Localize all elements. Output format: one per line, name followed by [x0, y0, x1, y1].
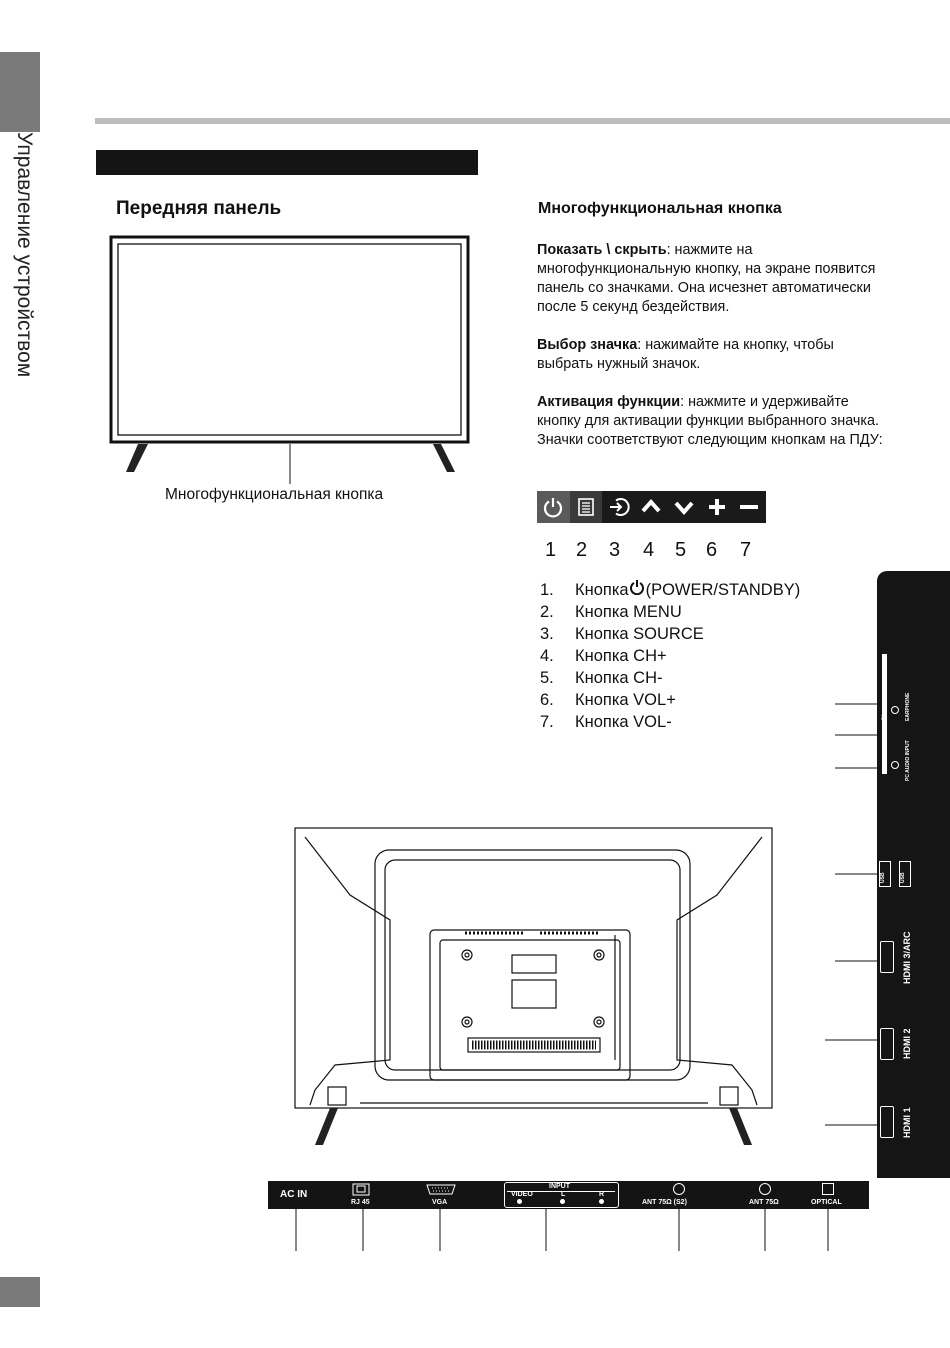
rj45-icon — [352, 1183, 370, 1196]
optical-port-icon — [822, 1183, 834, 1195]
plus-icon — [700, 491, 733, 523]
header-bar — [96, 150, 478, 175]
icon-number: 4 — [643, 539, 655, 561]
usb-label: USB — [880, 872, 886, 883]
bottom-port-panel — [268, 1181, 869, 1209]
list-item: 7. Кнопка VOL- — [540, 713, 672, 731]
icon-number: 2 — [576, 539, 588, 561]
minus-icon — [733, 491, 766, 523]
down-icon — [668, 491, 701, 523]
select-icon-term: Выбор значка — [537, 337, 638, 353]
hdmi3-label: HDMI 3/ARC — [902, 931, 912, 984]
menu-icon — [570, 491, 603, 523]
audio-r-jack-icon — [599, 1199, 604, 1204]
page-tab-marker — [0, 1277, 40, 1307]
multifunction-button-caption: Многофункциональная кнопка — [165, 486, 384, 503]
tv-front-illustration — [108, 234, 473, 484]
ant-label: ANT 75Ω — [749, 1199, 779, 1206]
icon-number: 7 — [740, 539, 752, 561]
l-label: L — [561, 1191, 566, 1198]
show-hide-term: Показать \ скрыть — [537, 242, 667, 258]
list-item: 2. Кнопка MENU — [540, 603, 682, 621]
ac-in-label: AC IN — [280, 1189, 308, 1200]
list-item: 6. Кнопка VOL+ — [540, 691, 676, 709]
section-tab-marker — [0, 52, 40, 132]
multifunction-heading: Многофункциональная кнопка — [538, 200, 782, 217]
audio-l-jack-icon — [560, 1199, 565, 1204]
activate-function-text: : нажмите и удерживайте кнопку для активации функции выбранного значка. Значки соответствуют следующим кнопкам на ПДУ: — [537, 394, 883, 448]
header-rule — [95, 118, 950, 124]
earphone-label: EARPHONE — [905, 692, 911, 721]
list-item: 1. Кнопка (POWER/STANDBY) — [540, 581, 801, 599]
icon-number: 6 — [706, 539, 718, 561]
list-item: 3. Кнопка SOURCE — [540, 625, 704, 643]
source-icon — [602, 491, 635, 523]
select-icon-text: : нажимайте на кнопку, чтобы выбрать нужный значок. — [537, 337, 834, 372]
input-label: INPUT — [549, 1183, 570, 1190]
r-label: R — [599, 1191, 605, 1198]
bottom-port-leaders — [268, 1209, 869, 1254]
icon-number: 5 — [675, 539, 687, 561]
video-label: VIDEO — [511, 1191, 533, 1198]
tv-rear-illustration — [290, 825, 780, 1150]
osd-icon-bar — [537, 491, 766, 523]
list-item: 5. Кнопка CH- — [540, 669, 663, 687]
select-icon-paragraph — [537, 336, 892, 374]
optical-label: OPTICAL — [811, 1199, 842, 1206]
vga-port-icon — [426, 1184, 456, 1195]
icon-number: 1 — [545, 539, 557, 561]
activate-function-paragraph — [537, 393, 892, 450]
av-input-group — [504, 1182, 619, 1208]
button-list — [540, 579, 800, 733]
show-hide-paragraph — [537, 241, 892, 317]
list-item: 4. Кнопка CH+ — [540, 647, 667, 665]
icon-number: 3 — [609, 539, 621, 561]
ant-s2-label: ANT 75Ω (S2) — [642, 1199, 687, 1206]
vga-label: VGA — [432, 1199, 448, 1206]
antenna-s2-jack-icon — [673, 1183, 685, 1195]
hdmi2-label: HDMI 2 — [902, 1028, 912, 1059]
usb-label: USB — [900, 872, 906, 883]
section-title-text: Управление устройством — [13, 132, 36, 378]
front-panel-heading: Передняя панель — [116, 198, 282, 219]
power-icon — [629, 579, 646, 601]
show-hide-text: : нажмите на многофункциональную кнопку, на экране появится панель со значками. Она исчезнет автоматически после 5 секунд бездействия. — [537, 242, 876, 315]
video-jack-icon — [517, 1199, 522, 1204]
ci-label: CI — [882, 715, 888, 721]
up-icon — [635, 491, 668, 523]
hdmi1-label: HDMI 1 — [902, 1107, 912, 1138]
side-port-leaders — [823, 690, 883, 1140]
earphone-jack-icon — [891, 706, 899, 714]
pc-audio-jack-icon — [891, 761, 899, 769]
side-port-panel — [877, 571, 950, 1178]
antenna-jack-icon — [759, 1183, 771, 1195]
pc-audio-label: PC AUDIO INPUT — [905, 740, 911, 781]
rj45-label: RJ 45 — [351, 1199, 370, 1206]
section-title — [6, 132, 36, 412]
activate-function-term: Активация функции — [537, 394, 681, 410]
power-icon — [537, 491, 570, 523]
